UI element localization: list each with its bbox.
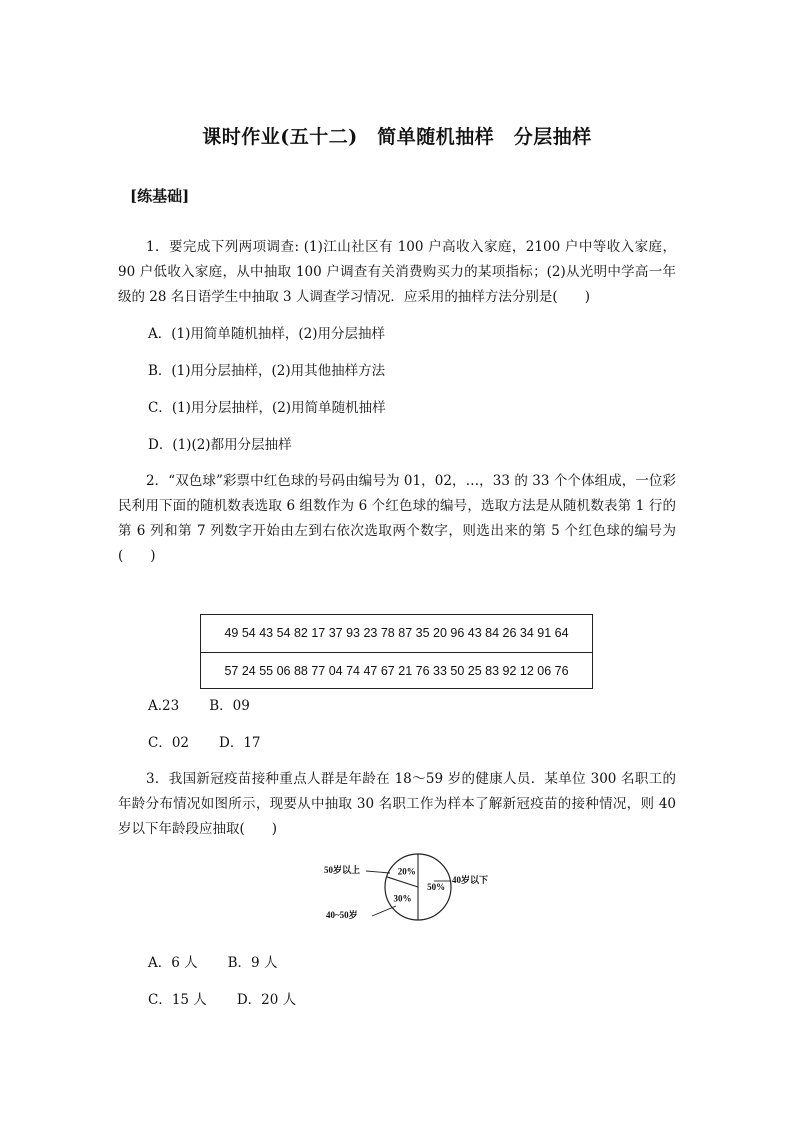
pie-slice-label-2: 30% [393, 893, 412, 904]
q2-option-c: C．02 [148, 735, 190, 751]
q3-option-c: C．15 人 [148, 992, 207, 1008]
random-number-table [200, 614, 593, 689]
pie-category-label-2: 40~50岁 [326, 910, 358, 920]
q2-option-a: A.23 [148, 698, 180, 714]
q3-option-d: D．20 人 [236, 992, 297, 1008]
q2-option-b: B．09 [209, 698, 250, 714]
pie-callout-line-2 [372, 906, 396, 916]
random-number-row-2: 57 24 55 06 88 77 04 74 47 67 21 76 33 50 25 83 92 12 06 76 [201, 652, 592, 690]
random-number-row-1: 49 54 43 54 82 17 37 93 23 78 87 35 20 96 43 84 26 34 91 64 [224, 626, 569, 640]
pie-slice-edge-2 [387, 877, 418, 887]
q3-options-row-1 [148, 951, 277, 971]
question-2 [118, 469, 676, 569]
pie-category-label-1: 50岁以上 [324, 865, 361, 875]
q1-option-c: C．(1)用分层抽样，(2)用简单随机抽样 [148, 400, 386, 416]
q2-option-d: D．17 [219, 735, 261, 751]
pie-slice-label-1: 20% [397, 866, 416, 877]
question-3-text: 3．我国新冠疫苗接种重点人群是年龄在 18～59 岁的健康人员．某单位 300 名职工的年龄分布情况如图所示，现要从中抽取 30 名职工作为样本了解新冠疫苗的接种情况，则 40 岁以下年龄段应抽取( ) [118, 771, 676, 837]
pie-category-label-3: 40岁以下 [452, 875, 489, 885]
q2-options-row-1 [148, 694, 250, 714]
question-3 [118, 767, 676, 842]
q2-options-row-2 [148, 731, 261, 751]
question-1-text: 1．要完成下列两项调查: (1)江山社区有 100 户高收入家庭，2100 户中等收入家庭，90 户低收入家庭，从中抽取 100 户调查有关消费购买力的某项指标；(2)从光明中学高一年级的 28 名日语学生中抽取 3 人调查学习情况．应采用的抽样方法分别是( ) [118, 239, 676, 305]
q3-options-row-2 [148, 988, 296, 1008]
q1-option-d: D．(1)(2)都用分层抽样 [148, 437, 292, 453]
question-2-text: 2．“双色球”彩票中红色球的号码由编号为 01，02，…，33 的 33 个个体组成，一位彩民利用下面的随机数表选取 6 组数作为 6 个红色球的编号，选取方法是从随机数表第 1 行的第 6 列和第 7 列数字开始由左到右依次选取两个数字，则选出来的第 5 个红色球的编号为( ) [118, 473, 676, 564]
page-title: 课时作业(五十二) 简单随机抽样 分层抽样 [202, 126, 592, 148]
q1-option-a: A．(1)用简单随机抽样，(2)用分层抽样 [148, 326, 385, 342]
q1-option-b: B．(1)用分层抽样，(2)用其他抽样方法 [148, 363, 386, 379]
q3-option-b: B．9 人 [227, 955, 278, 971]
question-1 [118, 235, 676, 310]
q3-option-a: A．6 人 [148, 955, 198, 971]
pie-slice-label-3: 50% [427, 882, 446, 892]
pie-callout-line-1 [366, 871, 390, 873]
age-pie-chart [320, 850, 500, 930]
section-heading: [练基础] [130, 187, 190, 205]
